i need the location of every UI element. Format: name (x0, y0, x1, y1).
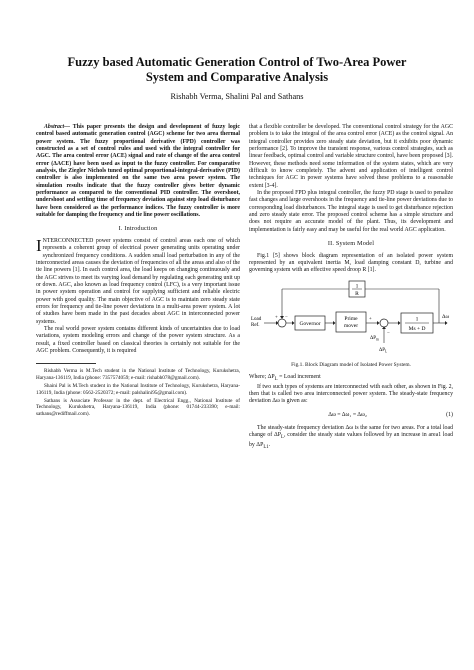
p6-sub: L (281, 435, 284, 441)
summing-junction-2 (380, 319, 388, 327)
load-ref-label-1: Load (251, 316, 262, 322)
right-paragraph-1: that a flexible controller be developed. The conventional control strategy for the AGC problem is to take the integral of the area control error (ACE) as the control signal. An integral controller provides zero steady state deviation, but it exhibits poor dynamic performance [2]. To improve the transient response, various control strategies, such as linear feedback, optimal control and variable structure control, have been proposed [3]. However, these methods need some information of the system states, which are very difficult to know completely. The advent and application of intelligent control techniques for AGC in power systems have solved these problems to a reasonable extent [3-4]. (249, 124, 453, 189)
intro-paragraph-1 (36, 235, 240, 326)
right-paragraph-3: Fig.1 [5] shows block diagram representation of an isolated power system represented by an equivalent inertia M, load damping constant D, turbine and governing system with an effective speed droop R [1]. (249, 252, 453, 274)
footnote-3: Sathans is Associate Professor in the dept. of Electrical Engg., National Institute of Technology, Kurukshetra, Haryana-136119, India (phone: 01744-233390; e-mail: sathans@rediffmail.com). (36, 397, 240, 417)
where-sub: L (274, 377, 278, 383)
title-line-1: Fuzzy based Automatic Generation Control of Two-Area Power (67, 55, 407, 69)
figure-caption: Fig.1. Block Diagram model of Isolated Power System. (291, 361, 411, 368)
sum2-minus: − (387, 330, 390, 336)
footnote-2: Shaini Pal is M.Tech student in the National Institute of Technology, Kurukshetra, Haryana-136119, India (phone: 0562-2520372; e-mail: palshalini95@gmail.com). (36, 383, 240, 396)
right-column (249, 124, 453, 451)
left-column (36, 124, 240, 419)
equation-text: Δω = Δω₁ = Δω₂ (328, 411, 367, 418)
prime-mover-label-1: Prime (344, 315, 358, 322)
abstract (36, 124, 240, 219)
p6-sub2: L1 (263, 445, 269, 451)
droop-numerator: 1 (355, 283, 359, 290)
prime-mover-label-2: mover (343, 322, 359, 329)
footnote-1: Rishabh Verma is M.Tech student in the National Institute of Technology, Kurukshetra, Haryana-136119, India (phone: 7357574059; e-mail: rishabh078@gmail.com). (36, 368, 240, 381)
abstract-text: This paper presents the design and development of fuzzy logic control based automatic generation control (AGC) scheme for two area thermal power system. The fuzzy proportional derivative (FPD) controller was constructed as a set of control rules and used with the integral controller for AGC. The area control error (ACE) signal and rate of change of the area control error (ΔACE) have been used as input to the fuzzy controller. For comparative analysis, the Ziegler Nichols tuned optimal proportional-integral-derivative (PID) controller is also implemented on the same two area power system. The simulation results indicate that the fuzzy controller gives better dynamic performance as compared to the conventional PID controller. The overshoot, undershoot and settling time of frequency deviation against step load disturbance have been considered as the performance indices. The fuzzy controller is more suitable for damping the frequency and tie line power oscillations. (36, 124, 240, 219)
block-diagram-svg (249, 279, 453, 357)
plant-numerator: 1 (415, 316, 419, 323)
intro-heading: I. Introduction (118, 225, 158, 233)
delta-pm-text: ΔP (370, 335, 376, 341)
p6-rest: , consider the steady state values followed by an increase in area1 load by ΔP (249, 432, 453, 448)
load-ref-label-2: Ref. (251, 322, 260, 328)
where-text: Where; ΔP (249, 374, 275, 381)
dropcap: I (36, 235, 42, 255)
plant-denominator: Ms + D (408, 325, 426, 332)
paper-title (30, 55, 444, 85)
abstract-lead: Abstract (44, 124, 65, 130)
title-line-2: System and Comparative Analysis (145, 70, 329, 84)
delta-pl-sub: L (385, 349, 388, 354)
delta-pm-label (370, 336, 379, 342)
sum1-minus: − (285, 315, 288, 321)
p6-end: . (268, 441, 271, 448)
output-arrow (445, 321, 448, 325)
authors: Rishabh Verma, Shalini Pal and Sathans (170, 92, 304, 101)
intro-p1-text: NTERCONNECTED power systems consist of control areas each one of which represents a coherent group of electrical power generating units operating under synchronized frequency conditions. A sudden small load perturbation in any of the interconnected areas causes the deviation of frequencies of all the areas and also of the tie line powers [1]. In each control area, the load keeps on changing continuously and the AGC strives to meet its varying load demand by regulating each generating unit up or down. AGC, also known as load frequency control (LFC), is a very important issue in power system operation and control for supplying sufficient and reliable electric power with good quality. The main objective of AGC is to maintain zero steady state errors for frequency and tie-line power deviations in a multi-area power system. A lot of studies have been made in the past decades about AGC in interconnected power systems. (36, 237, 240, 325)
to-governor-arrow (292, 321, 295, 325)
governor-label: Governor (299, 320, 321, 327)
delta-pm-sub: m (376, 337, 379, 342)
to-prime-mover-arrow (333, 321, 336, 325)
system-model-heading: II. System Model (327, 240, 375, 248)
prime-mover-block (336, 312, 366, 332)
droop-denominator: R (355, 290, 359, 297)
feedback-arrow (280, 316, 284, 319)
intro-paragraph-2: The real world power system contains different kinds of uncertainties due to load variations, system modeling errors and change of the power system structure. As a result, a fixed controller based on classical theories is certainly not suitable for the AGC problem. Consequently, it is required (36, 325, 240, 354)
where-rest: = Load increment (277, 374, 321, 381)
right-paragraph-6 (249, 425, 453, 451)
delta-pl-text: ΔP (379, 347, 385, 353)
abstract-dash: — (64, 124, 73, 130)
to-plant-arrow (398, 321, 401, 325)
delta-pl-label (379, 348, 387, 354)
to-sum2-arrow (377, 321, 380, 325)
sum2-plus: + (369, 316, 372, 322)
block-diagram (249, 279, 453, 360)
p6-text: The steady-state frequency deviation Δω is the same for two areas. For a total load change of ΔP (249, 425, 453, 439)
equation-number: (1) (446, 411, 453, 418)
sum1-plus: + (275, 315, 278, 321)
footnote-rule (36, 363, 96, 364)
output-label: Δω (442, 313, 450, 320)
where-line (249, 374, 453, 384)
right-paragraph-5: If two such types of systems are interconnected with each other, as shown in Fig. 2, then that is called two area interconnected power system. The steady-state frequency deviation Δω is given as: (249, 383, 453, 405)
equation-1 (249, 412, 453, 419)
right-paragraph-2: In the proposed FPD plus integral controller, the fuzzy PD stage is used to penalize fast changes and large overshoots in the frequency and tie-line power deviations due to corresponding load disturbances. The integral stage is used to get disturbance rejection and zero steady state error. The proposed control scheme has a simple structure and does not require an accurate model of the plant. Thus, its development and implementation is fairly easy and may be useful for the real world AGC application. (249, 190, 453, 233)
